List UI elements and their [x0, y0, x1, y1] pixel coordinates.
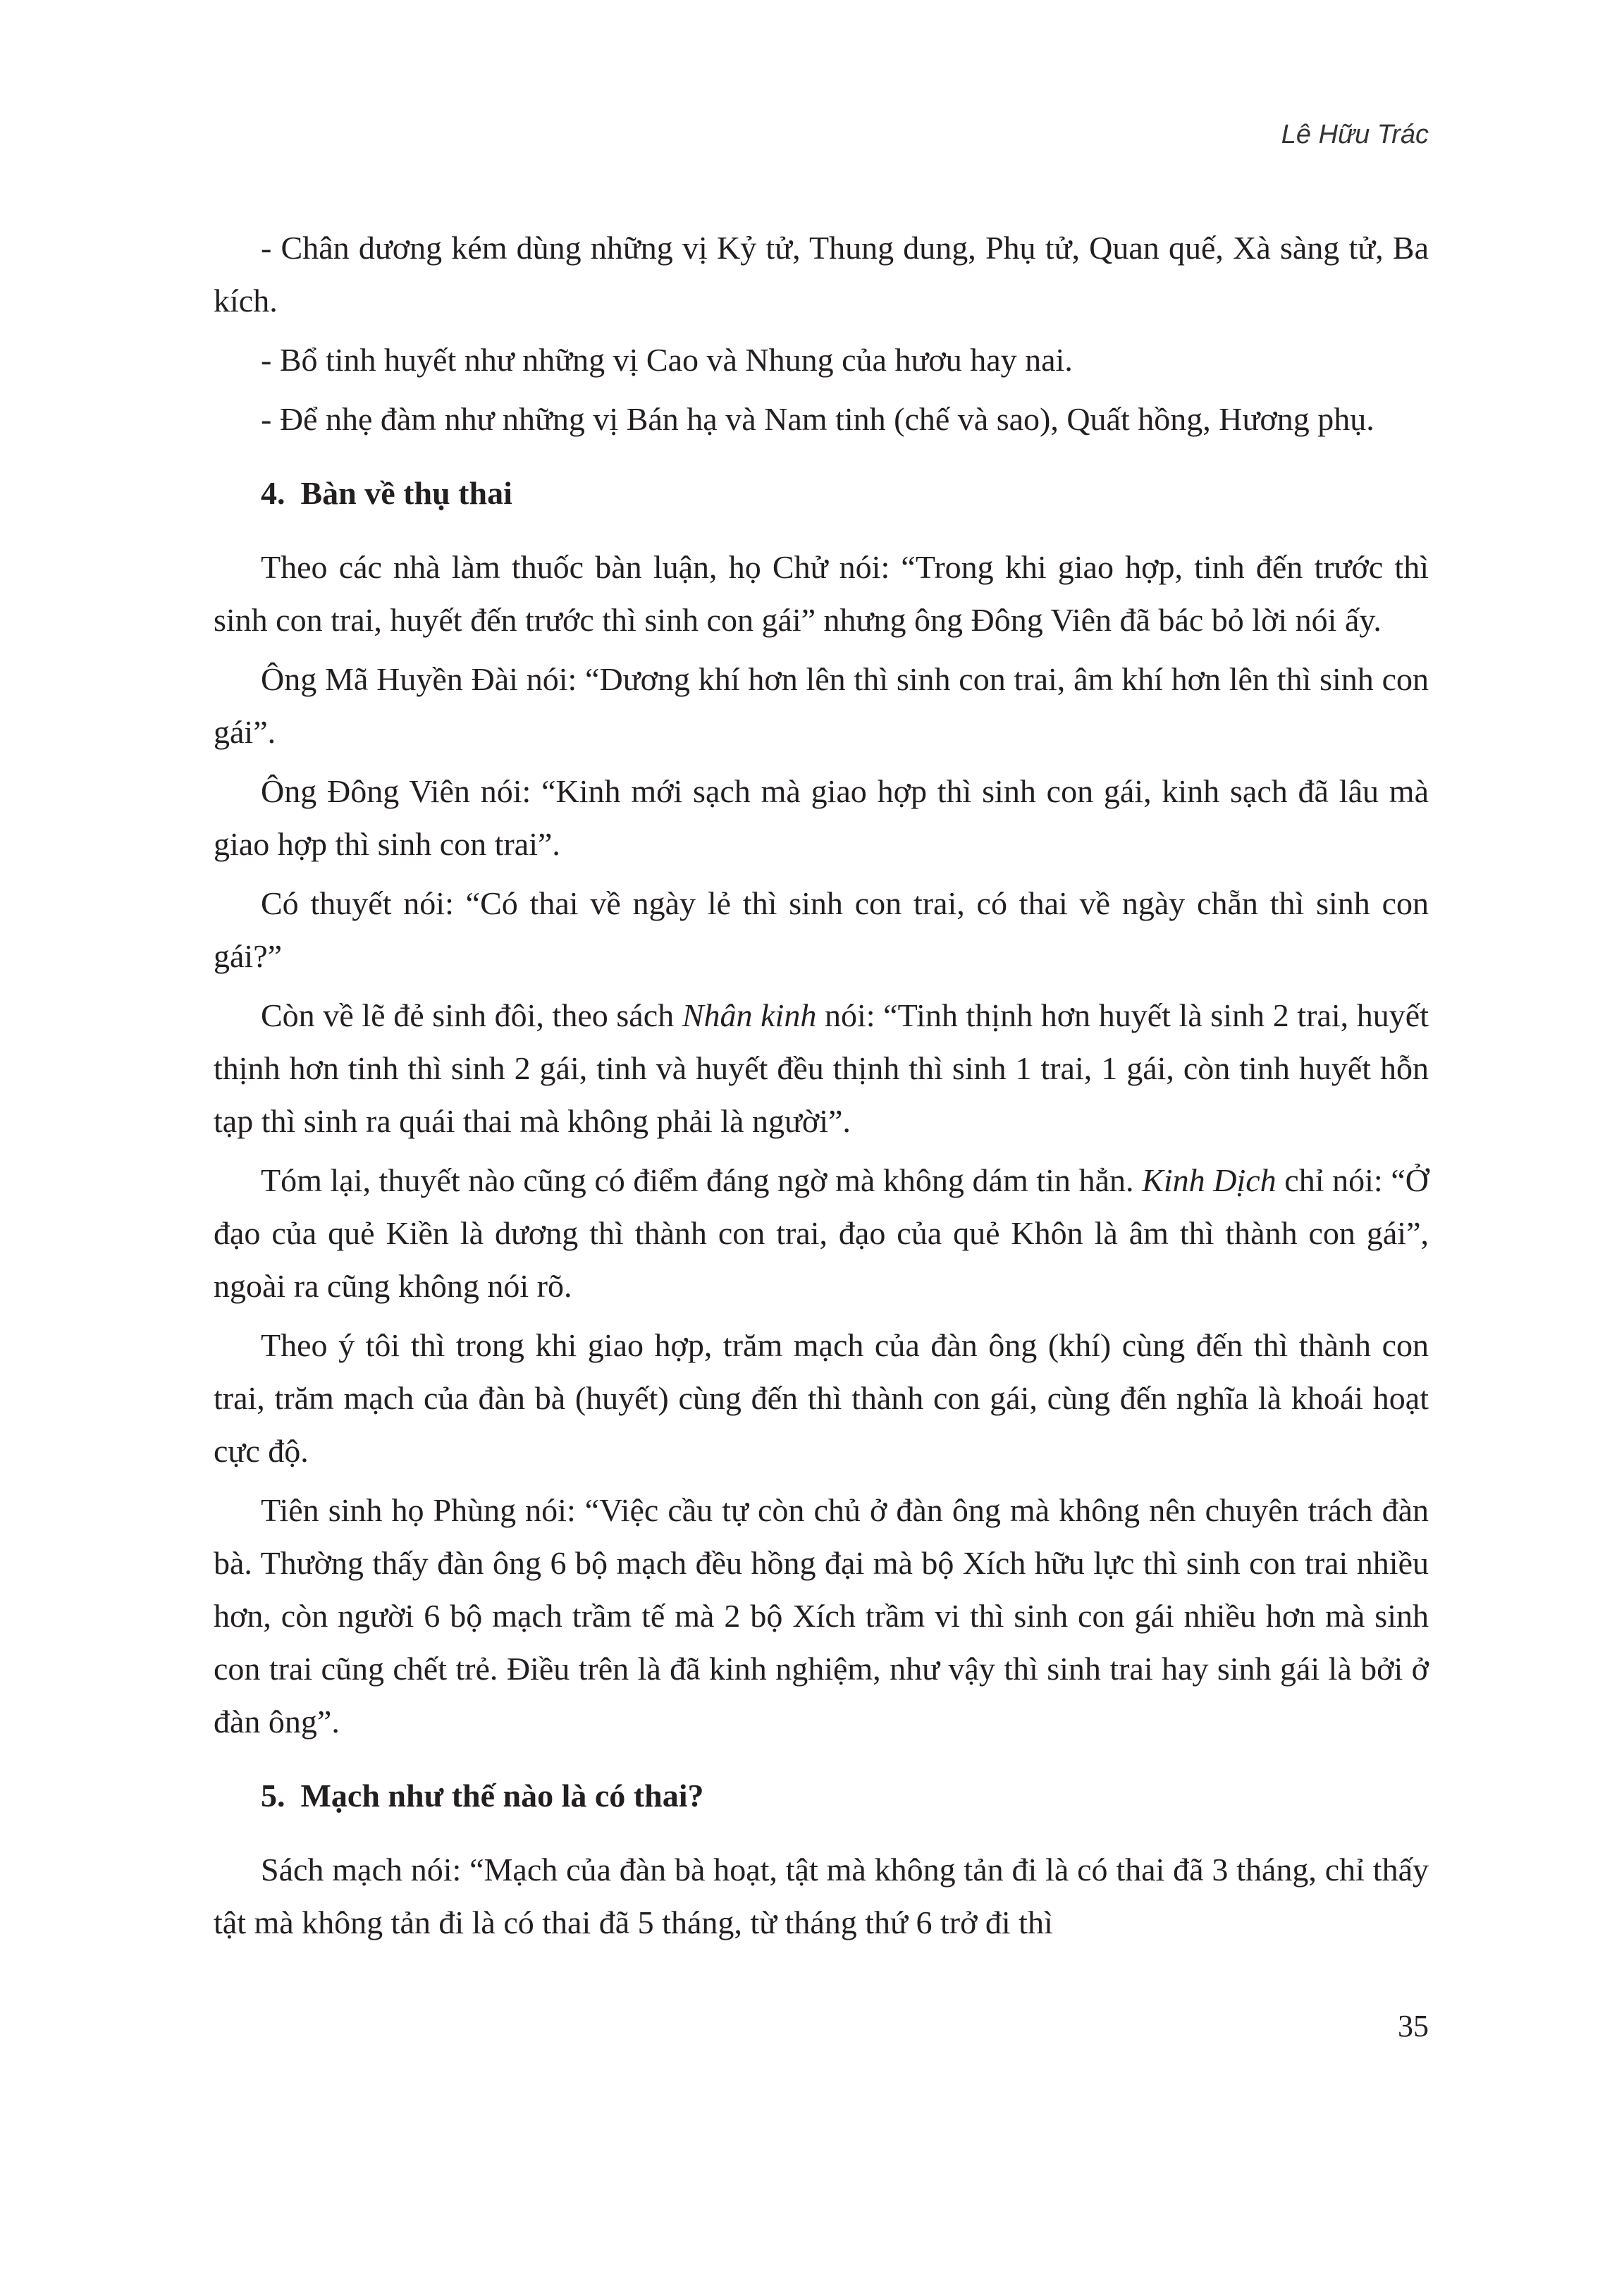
paragraph: Theo các nhà làm thuốc bàn luận, họ Chử nói: “Trong khi giao hợp, tinh đến trước thì sinh con trai, huyết đến trước thì sinh con gái” nhưng ông Đông Viên đã bác bỏ lời nói ấy.: [214, 549, 1429, 638]
paragraph: - Chân dương kém dùng những vị Kỷ tử, Thung dung, Phụ tử, Quan quế, Xà sàng tử, Ba kích.: [214, 230, 1429, 319]
paragraph: - Để nhẹ đàm như những vị Bán hạ và Nam tinh (chế và sao), Quất hồng, Hương phụ.: [261, 401, 1374, 437]
section-title: Mạch như thế nào là có thai?: [300, 1778, 704, 1814]
text: nói: “Tinh thịnh hơn huyết là sinh 2 trai, huyết thịnh hơn tinh thì sinh 2 gái, tinh và huyết đều thịnh thì sinh 1 trai, 1 gái, còn tinh huyết hỗn tạp thì sinh ra quái thai mà không phải là người”.: [214, 997, 1429, 1139]
section-heading: [214, 467, 1429, 519]
paragraph: - Bổ tinh huyết như những vị Cao và Nhung của hươu hay nai.: [261, 342, 1073, 378]
section-number: 5.: [261, 1778, 285, 1814]
text: Còn về lẽ đẻ sinh đôi, theo sách: [261, 997, 682, 1033]
paragraph: Có thuyết nói: “Có thai về ngày lẻ thì sinh con trai, có thai về ngày chẵn thì sinh con gái?”: [214, 885, 1429, 974]
section-title: Bàn về thụ thai: [300, 475, 512, 511]
paragraph: Theo ý tôi thì trong khi giao hợp, trăm mạch của đàn ông (khí) cùng đến thì thành con trai, trăm mạch của đàn bà (huyết) cùng đến thì thành con gái, cùng đến nghĩa là khoái hoạt cực độ.: [214, 1327, 1429, 1469]
paragraph: [214, 1154, 1429, 1312]
paragraph: Sách mạch nói: “Mạch của đàn bà hoạt, tật mà không tản đi là có thai đã 3 tháng, chỉ thấy tật mà không tản đi là có thai đã 5 tháng, từ tháng thứ 6 trở đi thì: [214, 1852, 1429, 1940]
running-header: Lê Hữu Trác: [1281, 120, 1429, 149]
section-heading: [214, 1769, 1429, 1822]
book-title: Nhân kinh: [682, 997, 817, 1033]
text: Tóm lại, thuyết nào cũng có điểm đáng ngờ mà không dám tin hẳn.: [261, 1162, 1143, 1198]
paragraph: Ông Đông Viên nói: “Kinh mới sạch mà giao hợp thì sinh con gái, kinh sạch đã lâu mà giao hợp thì sinh con trai”.: [214, 773, 1429, 862]
section-number: 4.: [261, 475, 285, 511]
paragraph: Ông Mã Huyền Đài nói: “Dương khí hơn lên thì sinh con trai, âm khí hơn lên thì sinh con gái”.: [214, 661, 1429, 750]
book-title: Kinh Dịch: [1142, 1162, 1277, 1198]
page-number: 35: [1398, 2009, 1429, 2043]
text: chỉ nói: “Ở đạo của quẻ Kiền là dương thì thành con trai, đạo của quẻ Khôn là âm thì thành con gái”, ngoài ra cũng không nói rõ.: [214, 1162, 1429, 1304]
paragraph: Tiên sinh họ Phùng nói: “Việc cầu tự còn chủ ở đàn ông mà không nên chuyên trách đàn bà. Thường thấy đàn ông 6 bộ mạch đều hồng đại mà bộ Xích hữu lực thì sinh con trai nhiều hơn, còn người 6 bộ mạch trầm tế mà 2 bộ Xích trầm vi thì sinh con gái nhiều hơn mà sinh con trai cũng chết trẻ. Điều trên là đã kinh nghiệm, như vậy thì sinh trai hay sinh gái là bởi ở đàn ông”.: [214, 1492, 1429, 1740]
page-body: [214, 0, 1429, 2132]
paragraph: [214, 989, 1429, 1147]
